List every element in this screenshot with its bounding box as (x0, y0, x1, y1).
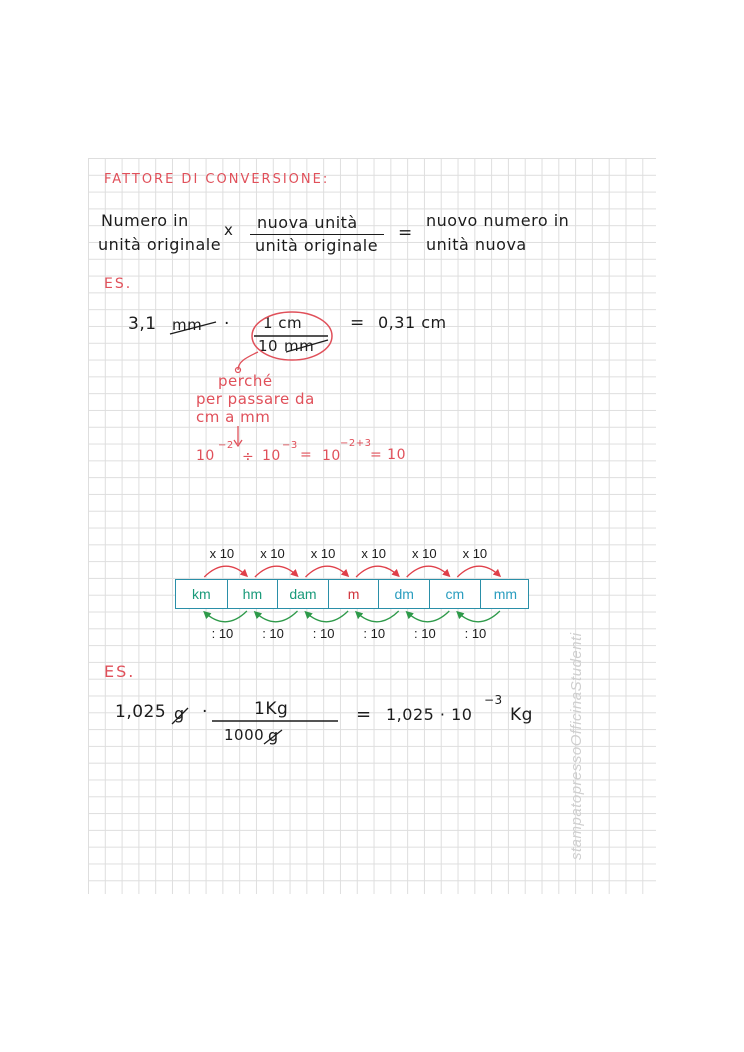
multiply-arrow (407, 566, 450, 577)
multiply-label: x 10 (260, 546, 285, 561)
multiply-arrow (204, 566, 247, 577)
divide-arrow (255, 611, 298, 622)
example-2-label: ES. (104, 662, 136, 681)
formula-fraction-denominator: unità originale (255, 236, 379, 255)
formula-right-bottom: unità nuova (426, 235, 527, 254)
multiply-label: x 10 (361, 546, 386, 561)
divide-arrows (204, 611, 500, 622)
example-1-label: ES. (104, 276, 133, 292)
example-1-note-line-3: cm a mm (196, 408, 271, 426)
divide-label: : 10 (312, 626, 335, 641)
multiply-label: x 10 (412, 546, 437, 561)
example-1-equals: = (350, 313, 365, 333)
formula-left-bottom: unità originale (98, 235, 222, 254)
example-2-fraction-numerator: 1Kg (254, 699, 289, 719)
multiply-label: x 10 (310, 546, 336, 561)
example-1-fraction-numerator: 1 cm (263, 314, 303, 332)
example-1-calc-equals-2: = 10 (370, 447, 406, 463)
example-2-fraction-denominator-number: 1000 (224, 726, 265, 744)
unit-cell-dm: dm (378, 580, 429, 608)
example-1-note-pointer (238, 352, 258, 370)
formula-fraction-numerator: nuova unità (257, 213, 358, 232)
example-1-calc-exponent-3: −2+3 (340, 438, 372, 449)
example-1-dot: · (224, 314, 230, 334)
multiply-label: x 10 (462, 546, 488, 561)
unit-cell-km: km (191, 586, 211, 602)
example-1-strike-denominator (286, 340, 328, 352)
watermark-text: stampatopressoOfficinaStudenti (568, 632, 585, 860)
multiply-label: x 10 (209, 546, 235, 561)
example-2-strike-denominator (264, 730, 282, 744)
example-2-equals: = (356, 704, 372, 725)
example-1-cancelled-unit: mm (172, 316, 203, 334)
example-1-calc-base-2: 10 (262, 448, 281, 464)
multiply-arrow (255, 566, 298, 577)
example-1-calc-exponent-1: −2 (218, 440, 234, 451)
example-1-result: 0,31 cm (378, 313, 447, 332)
divide-label: : 10 (464, 626, 487, 641)
unit-cell-dam: dam (277, 580, 328, 608)
example-2-result-base: 1,025 · 10 (386, 705, 473, 724)
divide-label: : 10 (211, 626, 234, 641)
example-1-calc-divide: ÷ (242, 449, 255, 465)
divide-arrow (204, 611, 247, 622)
formula-right-top: nuovo numero in (426, 211, 570, 230)
divide-arrow (457, 611, 500, 622)
example-2-result-unit: Kg (510, 705, 533, 725)
divide-label: : 10 (262, 626, 284, 641)
unit-cell-m: m (328, 580, 379, 608)
multiply-arrows (204, 566, 500, 577)
example-1-strike-unit (170, 322, 216, 334)
formula-left-top: Numero in (101, 211, 189, 230)
example-1-note-line-1: perché (218, 372, 273, 390)
unit-cell-mm: mm (480, 580, 531, 608)
example-2-fraction-denominator-unit: g (268, 726, 279, 745)
divide-label: : 10 (414, 626, 436, 641)
divide-arrow (407, 611, 450, 622)
formula-equals-sign: = (398, 223, 413, 243)
example-2-strike-unit (172, 708, 188, 724)
divide-arrow (356, 611, 399, 622)
example-1-note-line-2: per passare da (196, 390, 315, 408)
multiply-arrow (306, 566, 349, 577)
example-2-value: 1,025 (115, 702, 167, 722)
example-1-calc-equals-1: = (300, 447, 313, 463)
example-1-fraction-denominator-unit: mm (284, 337, 315, 355)
example-2-cancelled-unit: g (174, 704, 185, 723)
example-1-calc-base-1: 10 (196, 448, 215, 464)
example-2-result-exponent: −3 (484, 693, 503, 707)
section-heading: FATTORE DI CONVERSIONE: (104, 172, 330, 187)
example-2-dot: · (202, 702, 208, 722)
divide-label: : 10 (363, 626, 386, 641)
example-1-calc-base-3: 10 (322, 448, 341, 464)
example-1-fraction-denominator-number: 10 (258, 337, 279, 355)
formula-times-sign: x (224, 221, 234, 239)
unit-cell-hm: hm (227, 580, 278, 608)
divide-arrow (306, 611, 349, 622)
example-1-value: 3,1 (128, 314, 157, 334)
example-1-calc-exponent-2: −3 (282, 440, 298, 451)
multiply-arrow (457, 566, 500, 577)
unit-cell-cm: cm (429, 580, 480, 608)
multiply-arrow (356, 566, 399, 577)
